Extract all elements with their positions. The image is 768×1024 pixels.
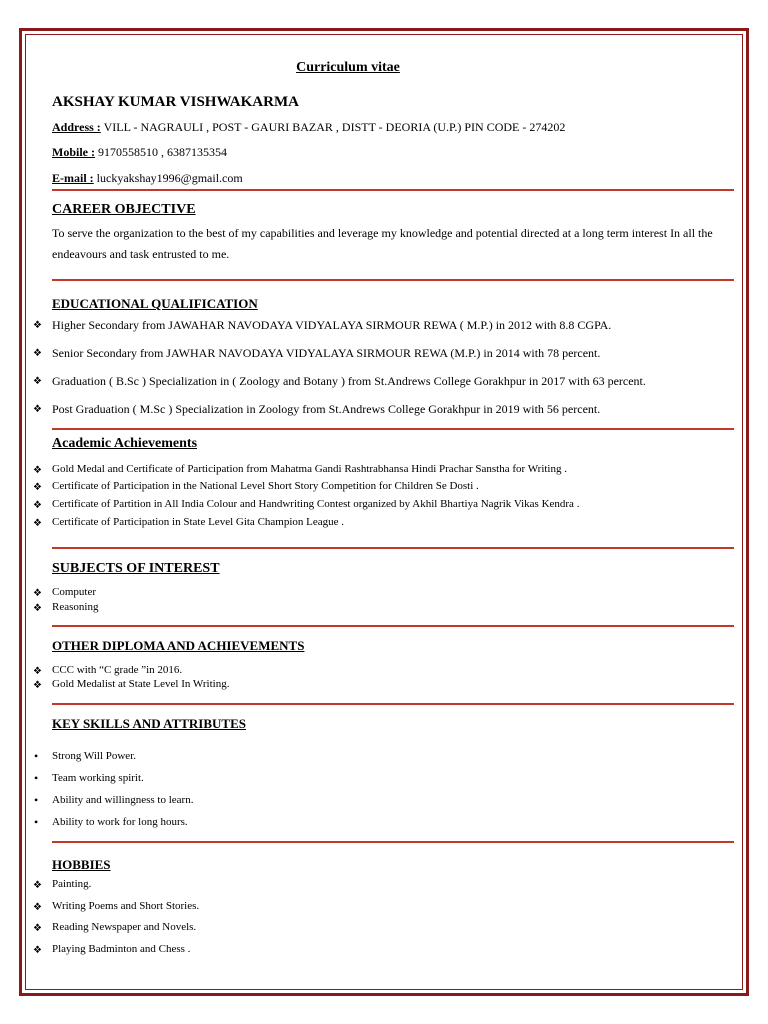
diamond-bullet-icon: ❖ [33, 500, 42, 511]
round-bullet-icon: • [34, 771, 39, 785]
diamond-bullet-icon: ❖ [33, 348, 42, 359]
round-bullet-icon: • [34, 793, 39, 807]
hobby-item: Reading Newspaper and Novels. [52, 921, 197, 933]
mobile-value: 9170558510 , 6387135354 [95, 145, 227, 159]
diamond-bullet-icon: ❖ [33, 680, 42, 691]
diploma-heading: OTHER DIPLOMA AND ACHIEVEMENTS [52, 638, 305, 653]
career-objective-text: To serve the organization to the best of my capabilities and leverage my knowledge and potential directed at a long term interest In all the endeavours and task entrusted to me. [52, 226, 713, 261]
hobby-item: Playing Badminton and Chess . [52, 943, 191, 955]
section-divider [52, 547, 734, 549]
education-item: Post Graduation ( M.Sc ) Specialization in Zoology from St.Andrews College Gorakhpur in 2019 with 56 percent. [52, 402, 601, 416]
diamond-bullet-icon: ❖ [33, 518, 42, 529]
address-line [52, 120, 565, 135]
address-value: VILL - NAGRAULI , POST - GAURI BAZAR , DISTT - DEORIA (U.P.) PIN CODE - 274202 [100, 120, 566, 134]
education-heading: EDUCATIONAL QUALIFICATION [52, 296, 258, 311]
section-divider [52, 279, 734, 281]
diploma-item: Gold Medalist at State Level In Writing. [52, 678, 230, 690]
section-divider [52, 703, 734, 705]
diamond-bullet-icon: ❖ [33, 588, 42, 599]
diamond-bullet-icon: ❖ [33, 465, 42, 476]
address-label: Address : [52, 120, 101, 134]
diamond-bullet-icon: ❖ [33, 666, 42, 677]
academic-item: Certificate of Participation in State Level Gita Champion League . [52, 516, 345, 528]
section-divider [52, 189, 734, 191]
diamond-bullet-icon: ❖ [33, 603, 42, 614]
skill-item: Team working spirit. [52, 772, 144, 784]
diamond-bullet-icon: ❖ [33, 404, 42, 415]
academic-item: Gold Medal and Certificate of Participation from Mahatma Gandi Rashtrabhansa Hindi Prachar Sanstha for Writing . [52, 463, 567, 475]
subject-item: Computer [52, 586, 96, 598]
subjects-heading: SUBJECTS OF INTEREST [52, 561, 220, 576]
diamond-bullet-icon: ❖ [33, 945, 42, 956]
education-item: Higher Secondary from JAWAHAR NAVODAYA VIDYALAYA SIRMOUR REWA ( M.P.) in 2012 with 8.8 CGPA. [52, 318, 612, 332]
email-line [52, 171, 243, 186]
diamond-bullet-icon: ❖ [33, 880, 42, 891]
diploma-item: CCC with “C grade ”in 2016. [52, 664, 183, 676]
skills-heading: KEY SKILLS AND ATTRIBUTES [52, 716, 246, 731]
email-label: E-mail : [52, 171, 94, 185]
hobby-item: Painting. [52, 878, 92, 890]
academic-item: Certificate of Partition in All India Colour and Handwriting Contest organized by Akhil Bhartiya Nagrik Vikas Kendra . [52, 498, 580, 510]
skill-item: Strong Will Power. [52, 750, 136, 762]
diamond-bullet-icon: ❖ [33, 482, 42, 493]
career-objective-heading: CAREER OBJECTIVE [52, 202, 196, 217]
diamond-bullet-icon: ❖ [33, 902, 42, 913]
subject-item: Reasoning [52, 601, 99, 613]
diamond-bullet-icon: ❖ [33, 923, 42, 934]
skill-item: Ability and willingness to learn. [52, 794, 194, 806]
round-bullet-icon: • [34, 749, 39, 763]
diamond-bullet-icon: ❖ [33, 376, 42, 387]
hobby-item: Writing Poems and Short Stories. [52, 900, 200, 912]
mobile-label: Mobile : [52, 145, 95, 159]
hobbies-heading: HOBBIES [52, 857, 111, 872]
diamond-bullet-icon: ❖ [33, 320, 42, 331]
document-title: Curriculum vitae [296, 60, 400, 75]
academic-item: Certificate of Participation in the National Level Short Story Competition for Children Se Dosti . [52, 480, 479, 492]
section-divider [52, 625, 734, 627]
candidate-name: AKSHAY KUMAR VISHWAKARMA [52, 94, 299, 110]
skill-item: Ability to work for long hours. [52, 816, 188, 828]
round-bullet-icon: • [34, 815, 39, 829]
academic-heading: Academic Achievements [52, 436, 198, 451]
email-value: luckyakshay1996@gmail.com [93, 171, 243, 185]
mobile-line [52, 145, 227, 160]
section-divider [52, 841, 734, 843]
section-divider [52, 428, 734, 430]
education-item: Graduation ( B.Sc ) Specialization in ( Zoology and Botany ) from St.Andrews College Gorakhpur in 2017 with 63 percent. [52, 374, 646, 388]
education-item: Senior Secondary from JAWHAR NAVODAYA VIDYALAYA SIRMOUR REWA (M.P.) in 2014 with 78 percent. [52, 346, 601, 360]
